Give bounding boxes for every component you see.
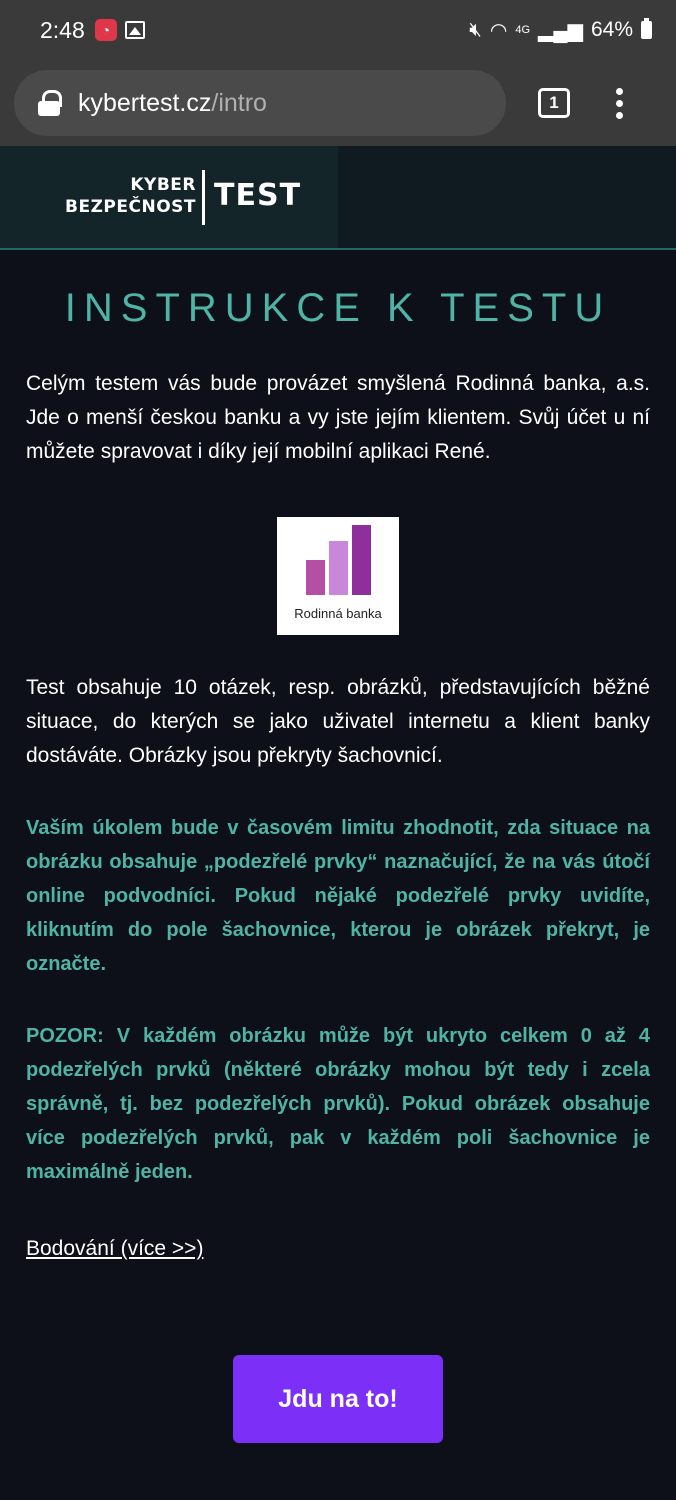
bank-logo-bar-2 — [329, 541, 348, 595]
status-right-group — [469, 18, 652, 43]
mute-icon: 🔇︎ — [469, 18, 482, 41]
gallery-icon — [125, 21, 145, 39]
signal-icon: ▂▄▆ — [538, 19, 583, 42]
logo-left-text — [32, 174, 196, 218]
warning-paragraph: POZOR: V každém obrázku může být ukryto celkem 0 až 4 podezřelých prvků (některé obrázky mohou být tedy i zcela správně, tj. bez podezřelých prvků). Pokud obrázek obsahuje více podezřelých prvků, pak v každém poli šachovnice je maximálně jeden. — [26, 1025, 650, 1183]
browser-toolbar — [0, 60, 676, 146]
bank-logo — [277, 517, 399, 635]
page-title: INSTRUKCE K TESTU — [64, 286, 612, 330]
battery-percent: 64% — [590, 18, 633, 41]
browser-menu-icon[interactable] — [614, 88, 624, 119]
start-test-button[interactable]: Jdu na to! — [233, 1355, 443, 1443]
main-content — [26, 250, 650, 1261]
battery-icon — [641, 21, 652, 39]
address-bar[interactable] — [14, 70, 506, 136]
url-path: /intro — [211, 88, 267, 117]
task-paragraph: Vaším úkolem bude v časovém limitu zhodnotit, zda situace na obrázku obsahuje „podezřelé prvky“ naznačující, že na vás útočí online podvodníci. Pokud nějaké podezřelé prvky uvidíte, kliknutím do pole šachovnice, kterou je obrázek překryt, je označte. — [26, 817, 650, 975]
site-header — [0, 146, 676, 250]
status-time: 2:48 — [40, 16, 85, 43]
url-domain: kybertest.cz — [78, 88, 212, 117]
intro-paragraph: Celým testem vás bude provázet smyšlená Rodinná banka, a.s. Jde o menší českou banku a vy jste jejím klientem. Svůj účet u ní můžete spravovat i díky její mobilní aplikaci René. — [26, 372, 650, 463]
logo-line-bezpecnost: BEZPEČNOST — [65, 197, 196, 217]
tab-switcher-button[interactable]: 1 — [538, 88, 570, 118]
description-paragraph: Test obsahuje 10 otázek, resp. obrázků, představujících běžné situace, do kterých se jako uživatel internetu a klient banky dostáváte. Obrázky jsou překryty šachovnicí. — [26, 676, 650, 767]
logo-test-text: TEST — [214, 178, 302, 213]
bank-logo-bar-3 — [352, 525, 371, 595]
bank-logo-bar-1 — [306, 560, 325, 595]
site-logo[interactable] — [0, 146, 338, 248]
logo-divider — [202, 170, 205, 225]
notification-app-icon: ◔ — [95, 19, 117, 41]
status-bar — [0, 0, 676, 60]
lock-icon[interactable] — [38, 90, 60, 116]
logo-line-kyber: KYBER — [130, 175, 196, 195]
bank-logo-text: Rodinná banka — [294, 606, 382, 621]
network-type: 4G — [515, 24, 531, 36]
scoring-more-link[interactable]: Bodování (více >>) — [26, 1237, 204, 1260]
wifi-icon: ◠ — [489, 19, 508, 42]
